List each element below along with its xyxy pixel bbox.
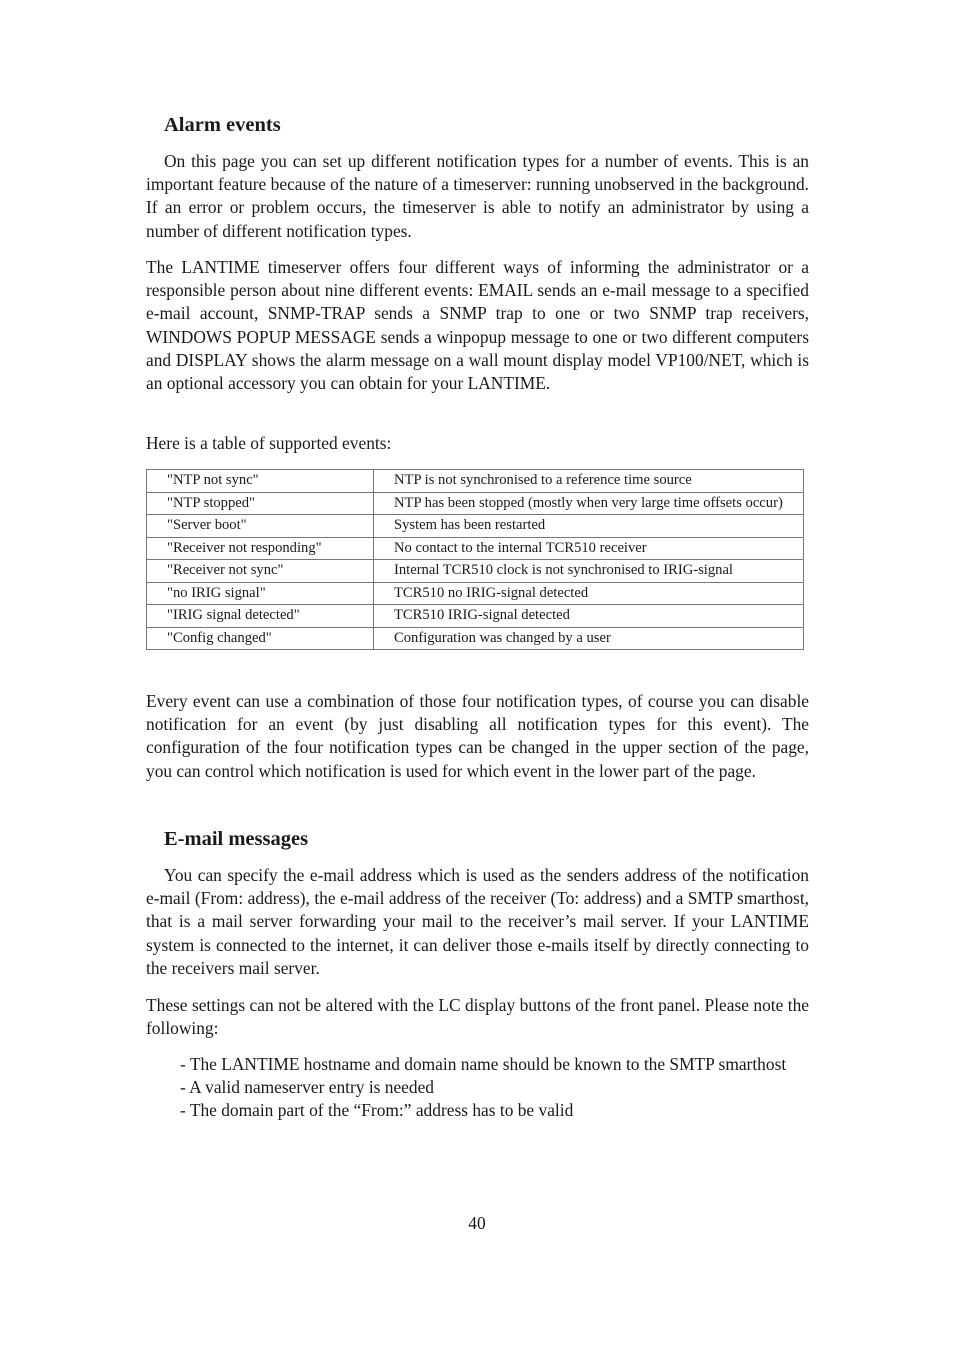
- paragraph-email-settings: You can specify the e-mail address which is used as the senders address of the notification e-mail (From: address), the e-mail address of the receiver (To: address) and a SMTP smarthost, that is a mail server forwarding your mail to the receiver’s mail server. If your LANTIME system is connected to the internet, it can deliver those e-mails itself by directly connecting to the receivers mail server.: [146, 865, 809, 978]
- paragraph-notification-types: The LANTIME timeserver offers four different ways of informing the administrator or a responsible person about nine different events: EMAIL sends an e-mail message to a specified e-mail account, SNMP-TRAP sends a SNMP trap to one or two SNMP trap receivers, WINDOWS POPUP MESSAGE sends a winpopup message to one or two different computers and DISPLAY shows the alarm message on a wall mount display model VP100/NET, which is an optional accessory you can obtain for your LANTIME.: [146, 257, 809, 394]
- event-name-cell: "Receiver not sync": [147, 560, 374, 583]
- event-description-cell: Internal TCR510 clock is not synchronised to IRIG-signal: [374, 560, 804, 583]
- section-heading-alarm-events: Alarm events: [164, 114, 281, 136]
- table-row: [147, 627, 804, 650]
- list-item: - A valid nameserver entry is needed: [180, 1077, 435, 1098]
- table-row: [147, 582, 804, 605]
- paragraph-front-panel: These settings can not be altered with the LC display buttons of the front panel. Please note the following:: [146, 995, 809, 1039]
- paragraph-intro: On this page you can set up different notification types for a number of events. This is an important feature because of the nature of a timeserver: running unobserved in the background. If an error or problem occurs, the timeserver is able to notify an administrator by using a number of different notification types.: [146, 151, 809, 241]
- event-description-cell: No contact to the internal TCR510 receiver: [374, 537, 804, 560]
- event-name-cell: "IRIG signal detected": [147, 605, 374, 628]
- events-table: [146, 469, 804, 650]
- event-description-cell: NTP is not synchronised to a reference time source: [374, 470, 804, 493]
- list-item: - The domain part of the “From:” address has to be valid: [180, 1100, 574, 1121]
- requirements-list: [164, 1053, 804, 1123]
- event-description-cell: NTP has been stopped (mostly when very large time offsets occur): [374, 492, 804, 515]
- event-name-cell: "Server boot": [147, 515, 374, 538]
- event-name-cell: "NTP not sync": [147, 470, 374, 493]
- paragraph-table-intro: Here is a table of supported events:: [146, 433, 392, 453]
- page-number: 40: [468, 1213, 486, 1233]
- table-row: [147, 537, 804, 560]
- table-row: [147, 605, 804, 628]
- list-item: - The LANTIME hostname and domain name should be known to the SMTP smarthost: [180, 1054, 787, 1074]
- event-description-cell: TCR510 no IRIG-signal detected: [374, 582, 804, 605]
- table-row: [147, 560, 804, 583]
- section-heading-email-messages: E-mail messages: [164, 828, 309, 850]
- table-row: [147, 492, 804, 515]
- event-name-cell: "no IRIG signal": [147, 582, 374, 605]
- paragraph-event-combination: Every event can use a combination of those four notification types, of course you can disable notification for an event (by just disabling all notification types for this event). The configuration of the four notification types can be changed in the upper section of the page, you can control which notification is used for which event in the lower part of the page.: [146, 691, 809, 781]
- event-description-cell: Configuration was changed by a user: [374, 627, 804, 650]
- event-description-cell: TCR510 IRIG-signal detected: [374, 605, 804, 628]
- table-row: [147, 515, 804, 538]
- event-name-cell: "NTP stopped": [147, 492, 374, 515]
- event-description-cell: System has been restarted: [374, 515, 804, 538]
- event-name-cell: "Config changed": [147, 627, 374, 650]
- event-name-cell: "Receiver not responding": [147, 537, 374, 560]
- table-row: [147, 470, 804, 493]
